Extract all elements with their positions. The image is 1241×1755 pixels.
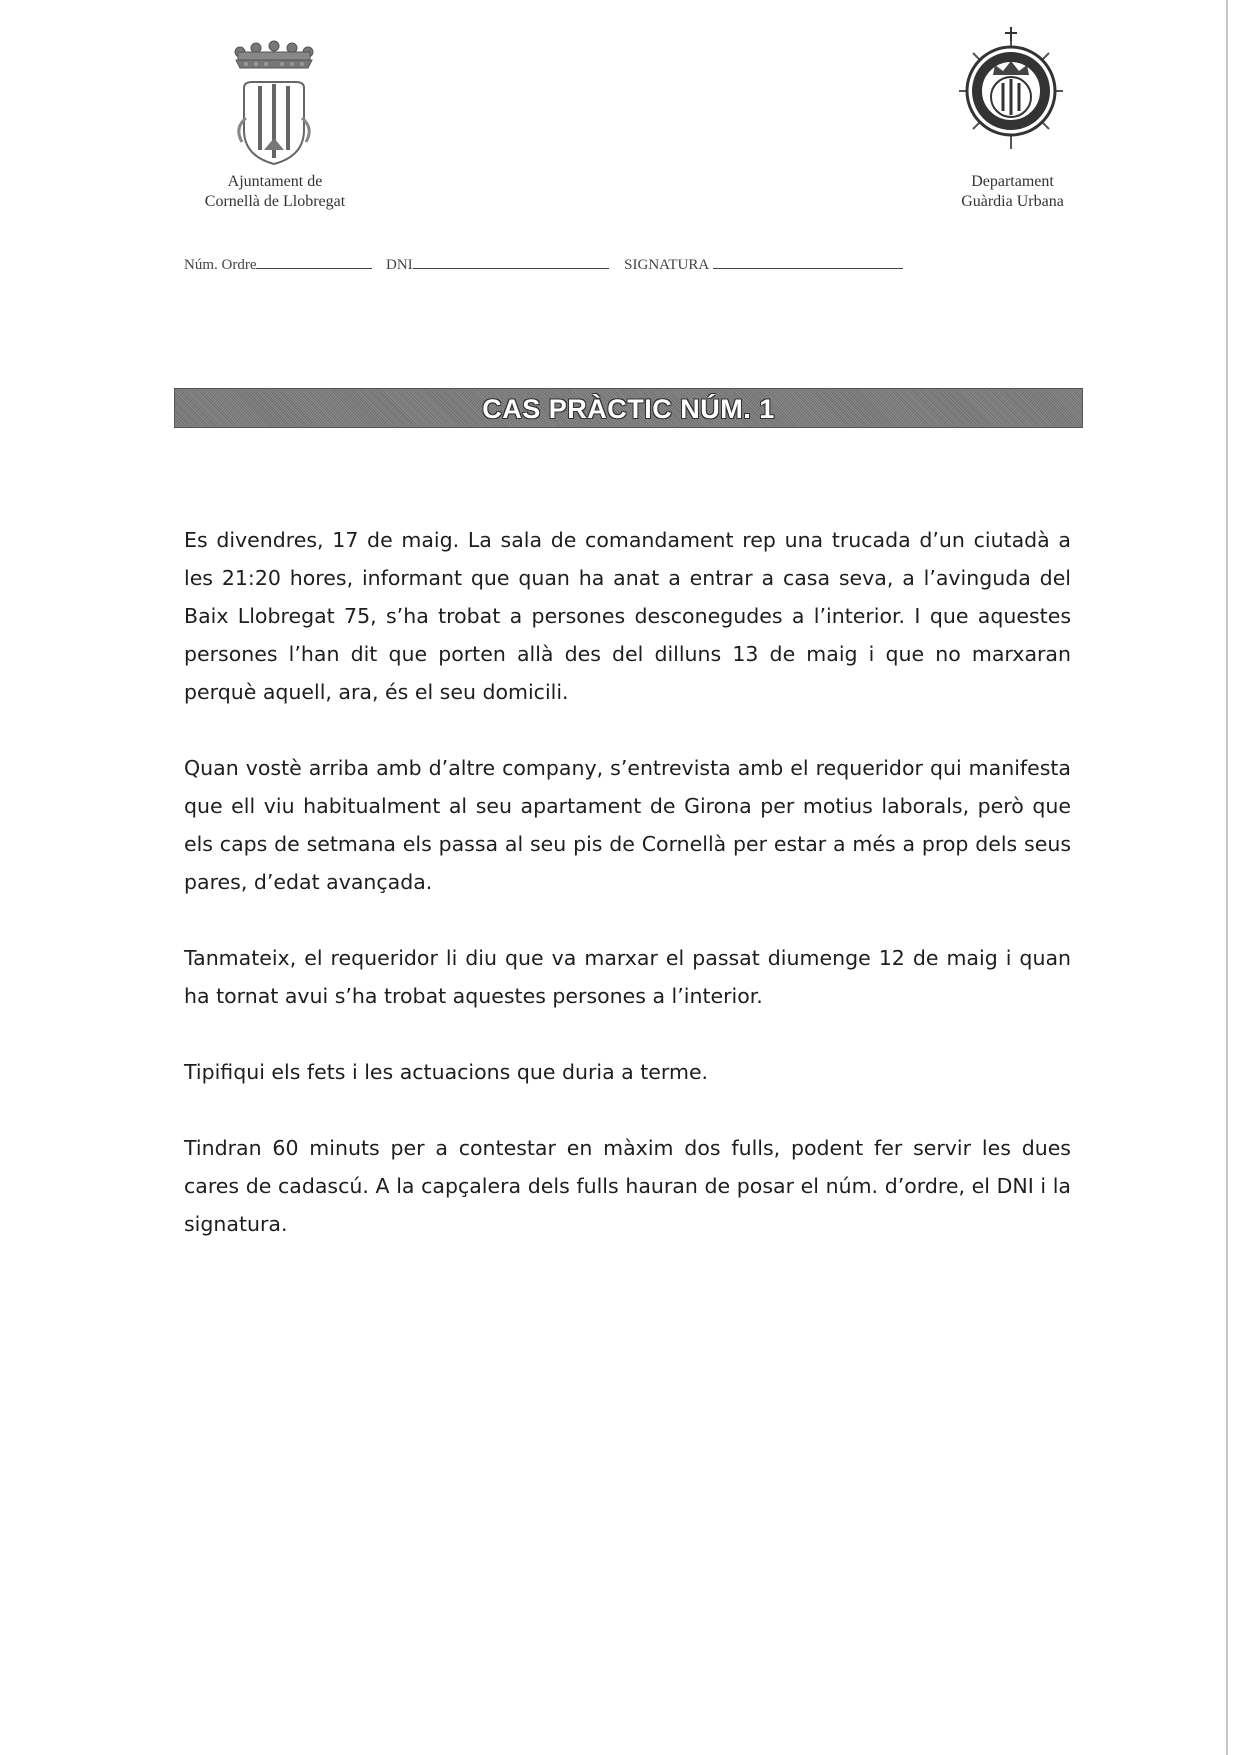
signatura-label: SIGNATURA bbox=[624, 257, 710, 273]
guardia-urbana-badge-icon bbox=[955, 25, 1067, 155]
title-banner bbox=[174, 388, 1083, 428]
num-ordre-label: Núm. Ordre bbox=[184, 257, 257, 273]
num-ordre-field[interactable] bbox=[256, 254, 372, 269]
municipality-line-2: Cornellà de Llobregat bbox=[204, 193, 346, 210]
paragraph-question: Tipifiqui els fets i les actuacions que duria a terme. bbox=[184, 1060, 709, 1084]
document-title: CAS PRÀCTIC NÚM. 1 bbox=[482, 394, 775, 424]
identification-form-line bbox=[184, 254, 903, 274]
cornella-coat-of-arms-icon bbox=[226, 38, 322, 168]
paragraph-departure: Tanmateix, el requeridor li diu que va marxar el passat diumenge 12 de maig i quan ha tornat avui s’ha trobat aquestes persones a l’interior. bbox=[184, 946, 1071, 1008]
department-line-1: Departament bbox=[971, 173, 1054, 190]
signatura-field[interactable] bbox=[713, 254, 903, 269]
paragraph-instructions: Tindran 60 minuts per a contestar en màxim dos fulls, podent fer servir les dues cares de cadascú. A la capçalera dels fulls hauran de posar el núm. d’ordre, el DNI i la signatura. bbox=[184, 1136, 1071, 1236]
department-line-2: Guàrdia Urbana bbox=[961, 193, 1064, 210]
paragraph-interview: Quan vostè arriba amb d’altre company, s’entrevista amb el requeridor qui manifesta que ell viu habitualment al seu apartament de Girona per motius laborals, però que els caps de setmana els passa al seu pis de Cornellà per estar a més a prop dels seus pares, d’edat avançada. bbox=[184, 756, 1071, 894]
case-statement bbox=[184, 521, 1071, 1281]
municipality-line-1: Ajuntament de bbox=[227, 173, 323, 190]
page-edge bbox=[1226, 0, 1228, 1755]
dni-field[interactable] bbox=[413, 254, 609, 269]
paragraph-incident: Es divendres, 17 de maig. La sala de comandament rep una trucada d’un ciutadà a les 21:20 hores, informant que quan ha anat a entrar a casa seva, a l’avinguda del Baix Llobregat 75, s’ha trobat a persones desconegudes a l’interior. I que aquestes persones l’han dit que porten allà des del dilluns 13 de maig i que no marxaran perquè aquell, ara, és el seu domicili. bbox=[184, 528, 1071, 704]
municipality-caption bbox=[160, 172, 390, 212]
department-caption bbox=[920, 172, 1105, 212]
dni-label: DNI bbox=[385, 257, 413, 273]
